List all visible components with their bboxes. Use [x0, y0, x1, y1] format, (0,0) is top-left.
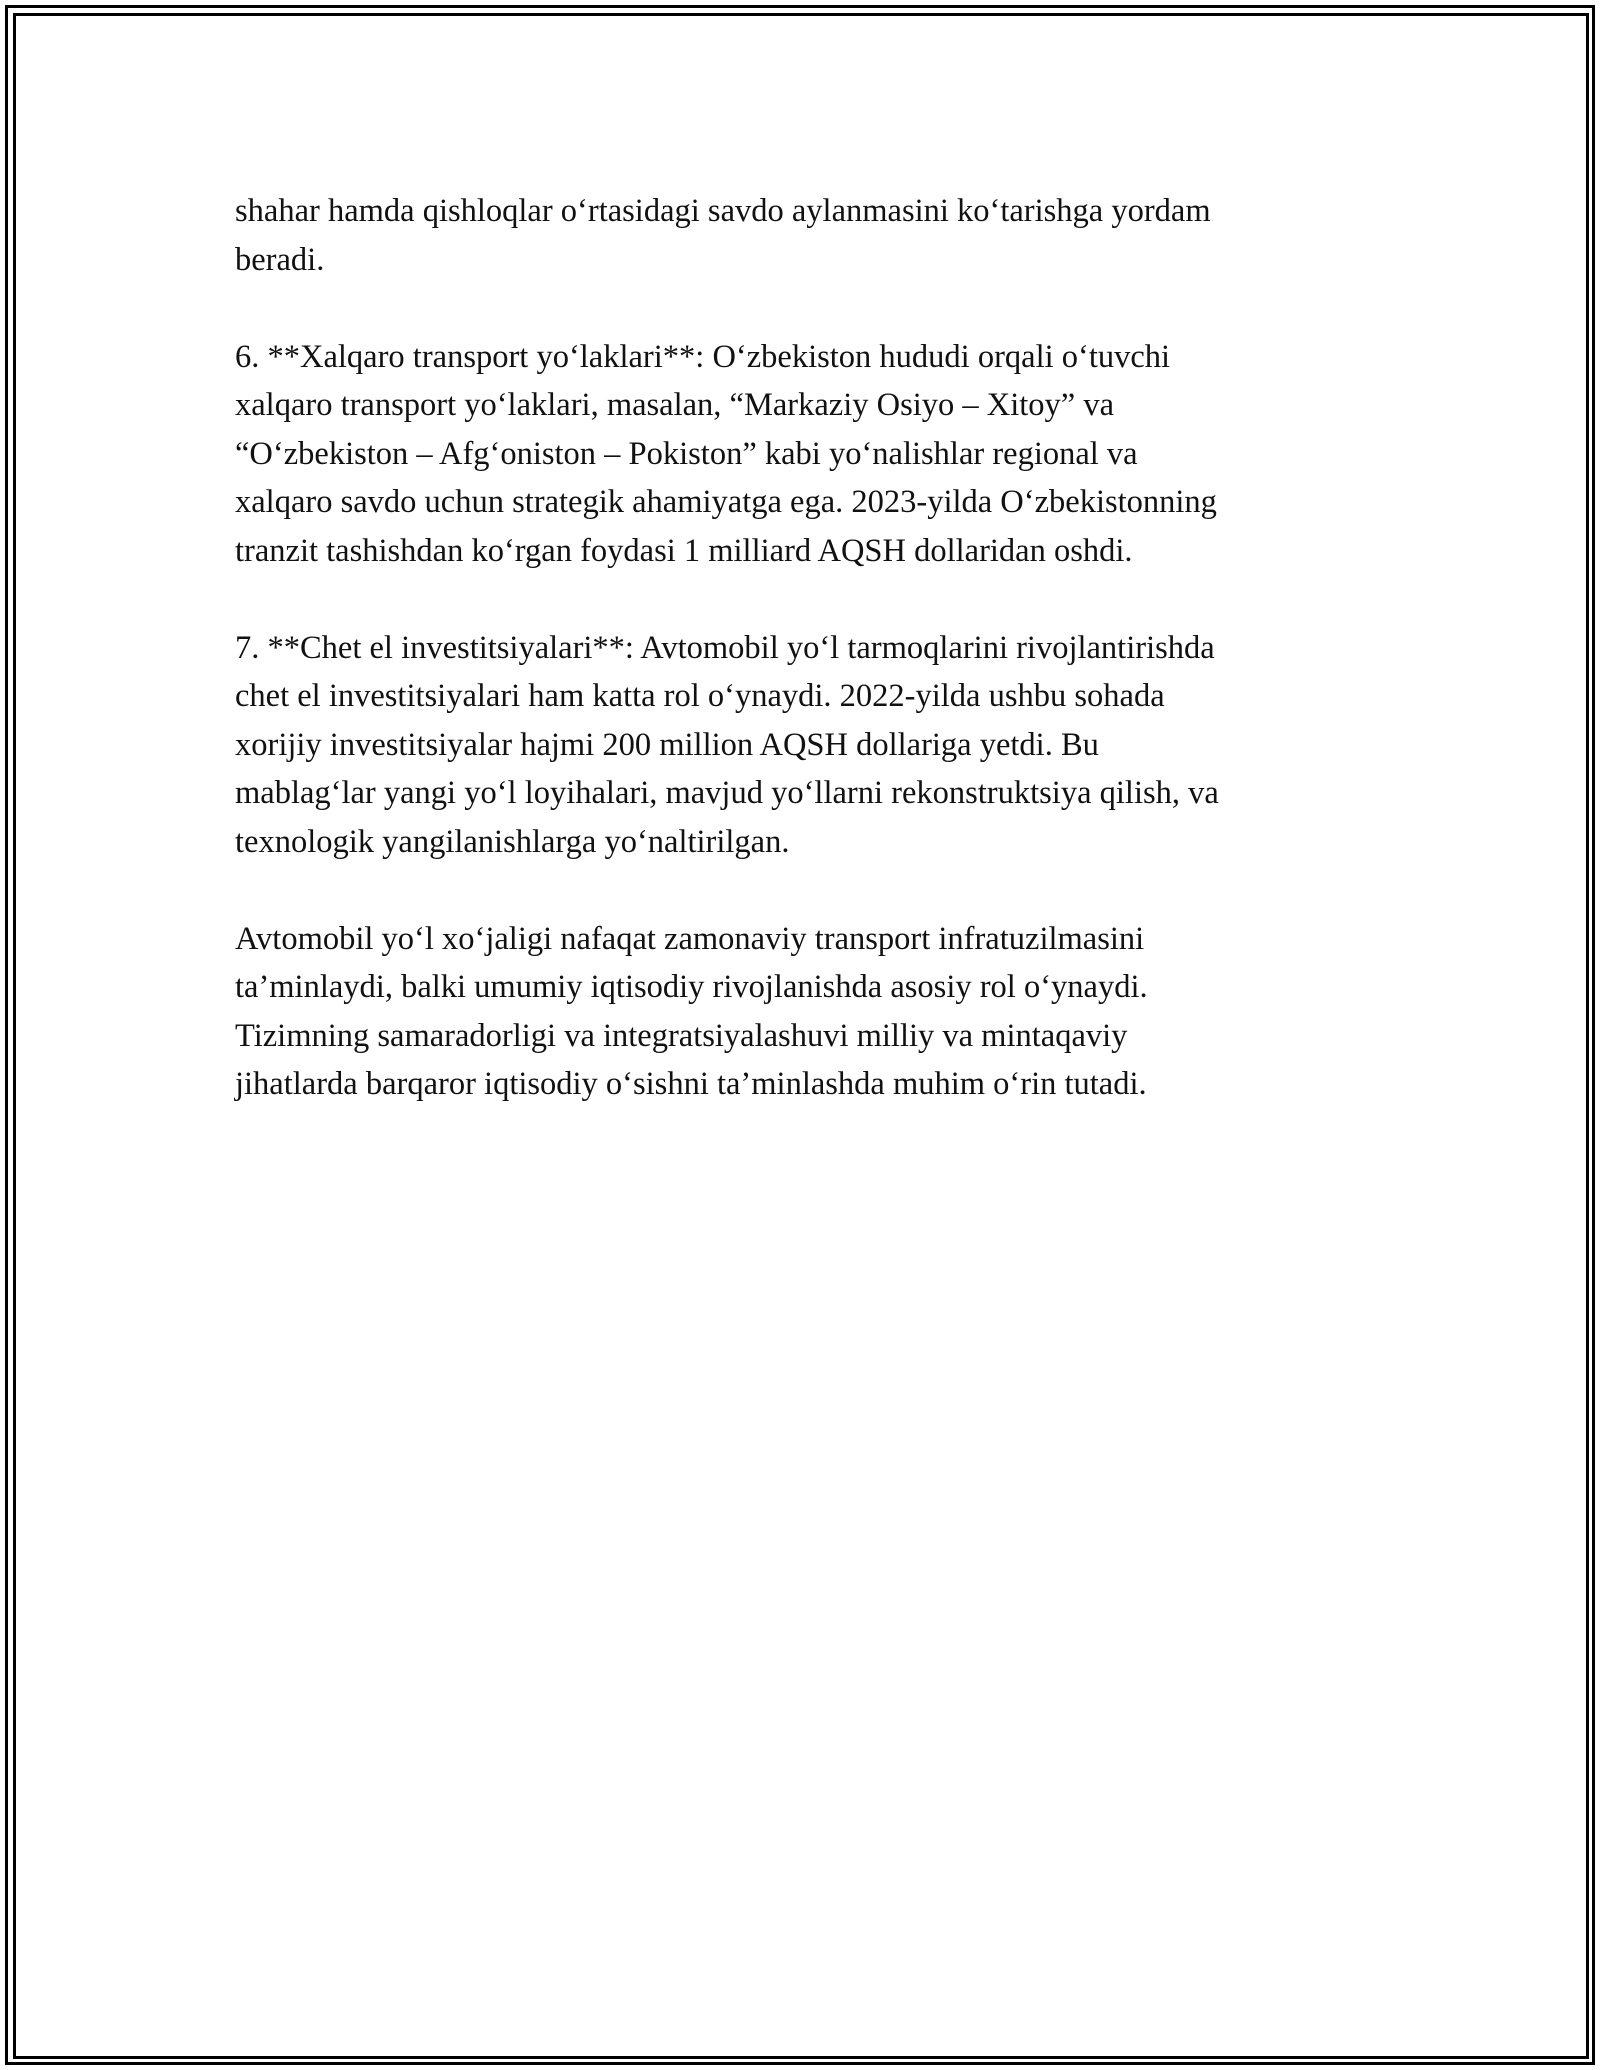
text-line: 7. **Chet el investitsiyalari**: Avtomobil yo‘l tarmoqlarini rivojlantirishda	[235, 629, 1215, 666]
text-line: xorijiy investitsiyalar hajmi 200 million AQSH dollariga yetdi. Bu	[235, 726, 1099, 763]
text-line: tranzit tashishdan ko‘rgan foydasi 1 milliard AQSH dollaridan oshdi.	[235, 532, 1133, 569]
paragraph-foreign-investment	[235, 624, 1365, 867]
text-line: Avtomobil yo‘l xo‘jaligi nafaqat zamonaviy transport infratuzilmasini	[235, 920, 1145, 957]
text-line: jihatlarda barqaror iqtisodiy o‘sishni ta’minlashda muhim o‘rin tutadi.	[235, 1066, 1147, 1102]
text-line: “O‘zbekiston – Afg‘oniston – Pokiston” kabi yo‘nalishlar regional va	[235, 435, 1138, 472]
text-line: ta’minlaydi, balki umumiy iqtisodiy rivojlanishda asosiy rol o‘ynaydi.	[235, 969, 1148, 1005]
paragraph-transport-corridors	[235, 333, 1365, 576]
text-line: chet el investitsiyalari ham katta rol o‘ynaydi. 2022-yilda ushbu sohada	[235, 678, 1165, 714]
text-line: texnologik yangilanishlarga yo‘naltirilgan.	[235, 823, 790, 860]
text-line: shahar hamda qishloqlar o‘rtasidagi savdo aylanmasini ko‘tarishga yordam	[235, 193, 1211, 229]
text-line: 6. **Xalqaro transport yo‘laklari**: O‘zbekiston hududi orqali o‘tuvchi	[235, 338, 1171, 375]
paragraph-conclusion	[235, 915, 1365, 1109]
text-line: mablag‘lar yangi yo‘l loyihalari, mavjud yo‘llarni rekonstruktsiya qilish, va	[235, 775, 1219, 811]
paragraph-continuation	[235, 187, 1365, 284]
document-body	[235, 187, 1365, 1157]
text-line: beradi.	[235, 241, 325, 278]
text-line: xalqaro savdo uchun strategik ahamiyatga ega. 2023-yilda O‘zbekistonning	[235, 484, 1217, 520]
text-line: xalqaro transport yo‘laklari, masalan, “Markaziy Osiyo – Xitoy” va	[235, 387, 1115, 423]
text-line: Tizimning samaradorligi va integratsiyalashuvi milliy va mintaqaviy	[235, 1017, 1128, 1054]
